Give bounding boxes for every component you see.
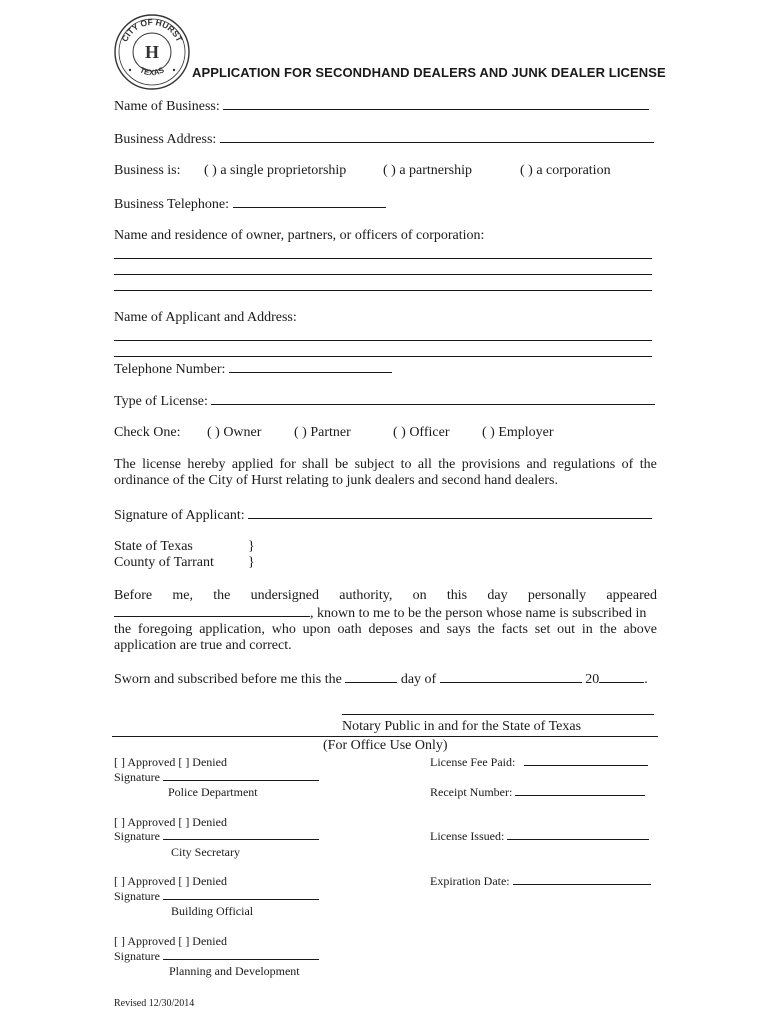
revised-date: Revised 12/30/2014 [114,998,195,1009]
business-name-field[interactable] [223,97,649,110]
option-partner[interactable]: ( ) Partner [294,425,351,440]
license-issued-row [430,829,649,844]
provisions-line-2: ordinance of the City of Hurst relating to junk dealers and second hand dealers. [114,473,558,488]
approval-signature-secretary: Signature [114,829,319,844]
owners-label: Name and residence of owner, partners, or officers of corporation: [114,228,485,243]
notary-line-3: the foregoing application, who upon oath deposes and says the facts set out in the above [114,622,657,637]
business-address-field[interactable] [220,130,654,143]
receipt-number-field[interactable] [515,785,645,796]
business-address-label: Business Address: [114,132,217,147]
notary-line-1: Before me, the undersigned authority, on this day personally appeared [114,588,657,603]
sworn-month-field[interactable] [440,670,582,683]
check-one-label: Check One: [114,425,181,440]
svg-text:CITY OF HURST [119,17,184,44]
license-type-label: Type of License: [114,394,208,409]
telephone-field[interactable] [229,360,392,373]
sworn-prefix: Sworn and subscribed before me this the [114,672,342,687]
business-telephone-label: Business Telephone: [114,197,230,212]
sworn-year-label: 20 [585,672,600,687]
owners-line-2[interactable] [114,274,652,275]
police-signature-field[interactable] [163,770,319,781]
telephone-label: Telephone Number: [114,362,226,377]
option-owner[interactable]: ( ) Owner [207,425,262,440]
approval-status-building[interactable]: [ ] Approved [ ] Denied [114,874,227,888]
applicant-line-2[interactable] [114,356,652,357]
venue-county: County of Tarrant [114,555,214,570]
notary-paragraph [114,588,657,654]
svg-text:TEXAS [138,65,166,77]
form-title: APPLICATION FOR SECONDHAND DEALERS AND JUNK DEALER LICENSE [192,65,666,80]
business-is-label: Business is: [114,163,181,178]
provisions-line-1: The license hereby applied for shall be subject to all the provisions and regulations of the [114,457,657,472]
expiration-date-row [430,874,651,889]
applicant-signature-field[interactable] [248,506,652,519]
provisions-paragraph [114,457,657,489]
planning-signature-field[interactable] [163,949,319,960]
option-corporation[interactable]: ( ) a corporation [520,163,611,178]
license-fee-label: License Fee Paid: [430,755,516,769]
approval-signature-building: Signature [114,889,319,904]
option-employer[interactable]: ( ) Employer [482,425,554,440]
applicant-line-1[interactable] [114,340,652,341]
expiration-date-label: Expiration Date: [430,874,510,888]
telephone-row [114,360,392,378]
department-planning: Planning and Development [169,964,300,978]
option-officer[interactable]: ( ) Officer [393,425,450,440]
approval-status-planning[interactable]: [ ] Approved [ ] Denied [114,934,227,948]
city-of-hurst-seal [112,12,192,92]
business-telephone-field[interactable] [233,195,386,208]
option-single-proprietorship[interactable]: ( ) a single proprietorship [204,163,347,178]
applicant-signature-label: Signature of Applicant: [114,508,245,523]
business-telephone-row [114,195,386,213]
receipt-number-row [430,785,645,800]
seal-emblem: H [144,42,160,62]
license-issued-field[interactable] [507,829,649,840]
notary-line-2: , known to me to be the person whose name is subscribed in [114,604,657,622]
venue-state: State of Texas [114,539,193,554]
sworn-row: Sworn and subscribed before me this the day of 20 . [114,672,648,687]
approval-signature-police: Signature [114,770,319,785]
license-issued-label: License Issued: [430,829,505,843]
appeared-name-field[interactable] [114,604,310,617]
approval-signature-planning: Signature [114,949,319,964]
notary-line-4: application are true and correct. [114,638,292,653]
owners-line-1[interactable] [114,258,652,259]
license-type-row [114,392,655,410]
option-partnership[interactable]: ( ) a partnership [383,163,473,178]
notary-signature-line[interactable] [342,714,654,715]
applicant-signature-row [114,506,652,524]
sworn-year-field[interactable] [599,670,644,683]
seal-top-text: CITY OF HURST [119,16,185,44]
applicant-label: Name of Applicant and Address: [114,310,297,325]
building-signature-field[interactable] [163,889,319,900]
owners-line-3[interactable] [114,290,652,291]
business-name-label: Name of Business: [114,99,220,114]
license-fee-row [430,755,648,770]
venue-brace-2: } [248,555,255,570]
sworn-day-field[interactable] [345,670,397,683]
department-police: Police Department [168,785,258,799]
business-name-row [114,97,649,115]
license-type-field[interactable] [211,392,655,405]
secretary-signature-field[interactable] [163,829,319,840]
seal-bottom-text: TEXAS [138,65,166,78]
department-building: Building Official [171,904,254,918]
expiration-date-field[interactable] [513,874,651,885]
receipt-number-label: Receipt Number: [430,785,513,799]
approval-status-secretary[interactable]: [ ] Approved [ ] Denied [114,815,227,829]
office-use-divider [112,736,658,737]
license-fee-field[interactable] [524,755,648,766]
venue-brace-1: } [248,539,255,554]
approval-status-police[interactable]: [ ] Approved [ ] Denied [114,755,227,769]
office-use-heading: (For Office Use Only) [323,738,448,753]
department-secretary: City Secretary [171,845,240,859]
business-address-row [114,130,654,148]
notary-label: Notary Public in and for the State of Texas [342,719,582,734]
sworn-day-label: day of [400,672,437,687]
